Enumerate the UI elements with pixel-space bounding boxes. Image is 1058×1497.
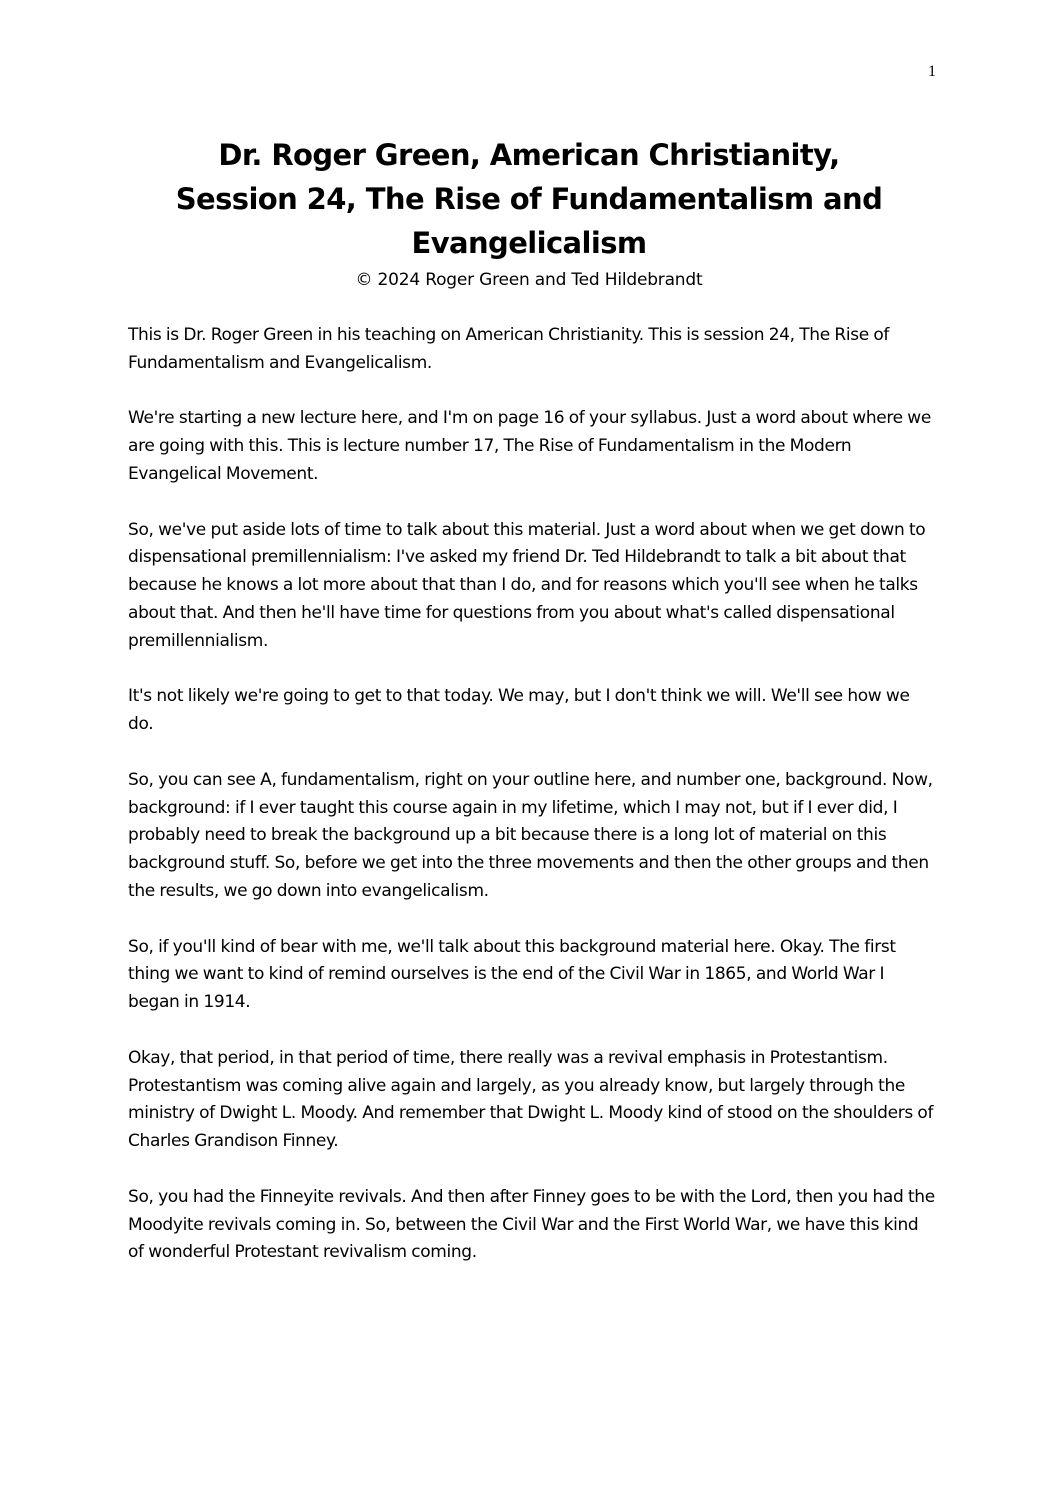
copyright-notice: © 2024 Roger Green and Ted Hildebrandt (355, 270, 703, 290)
document-body (128, 322, 938, 1295)
paragraph: So, you had the Finneyite revivals. And then after Finney goes to be with the Lord, then you had the Moodyite revivals coming in. So, between the Civil War and the First World War, we have this kind of wonderful Protestant revivalism coming. (128, 1186, 935, 1263)
paragraph: So, we've put aside lots of time to talk about this material. Just a word about when we get down to dispensational premillennialism: I've asked my friend Dr. Ted Hildebrandt to talk a bit about that because he knows a lot more about that than I do, and for reasons which you'll see when he talks about that. And then he'll have time for questions from you about what's called dispensational premillennialism. (128, 519, 926, 651)
title-line: Evangelicalism (411, 226, 647, 260)
paragraph: It's not likely we're going to get to that today. We may, but I don't think we will. We'll see how we do. (128, 686, 910, 735)
paragraph: So, if you'll kind of bear with me, we'll talk about this background material here. Okay. The first thing we want to kind of remind ourselves is the end of the Civil War in 1865, and World War I began in 1914. (128, 936, 896, 1013)
paragraph: Okay, that period, in that period of time, there really was a revival emphasis in Protestantism. Protestantism was coming alive again and largely, as you already know, but largely through the ministry of Dwight L. Moody. And remember that Dwight L. Moody kind of stood on the shoulders of Charles Grandison Finney. (128, 1047, 934, 1152)
page-number: 1 (928, 63, 936, 80)
title-line: Session 24, The Rise of Fundamentalism and (175, 182, 883, 216)
paragraph: So, you can see A, fundamentalism, right on your outline here, and number one, background. Now, background: if I ever taught this course again in my lifetime, which I may not, but if I ever did, I probably need to break the background up a bit because there is a long lot of material on this background stuff. So, before we get into the three movements and then the other groups and then the results, we go down into evangelicalism. (128, 769, 933, 901)
title-line: Dr. Roger Green, American Christianity, (218, 138, 840, 172)
paragraph: We're starting a new lecture here, and I'm on page 16 of your syllabus. Just a word about where we are going with this. This is lecture number 17, The Rise of Fundamentalism in the Modern Evangelical Movement. (128, 408, 931, 484)
paragraph: This is Dr. Roger Green in his teaching on American Christianity. This is session 24, The Rise of Fundamentalism and Evangelicalism. (128, 325, 890, 373)
document-title (120, 133, 938, 265)
